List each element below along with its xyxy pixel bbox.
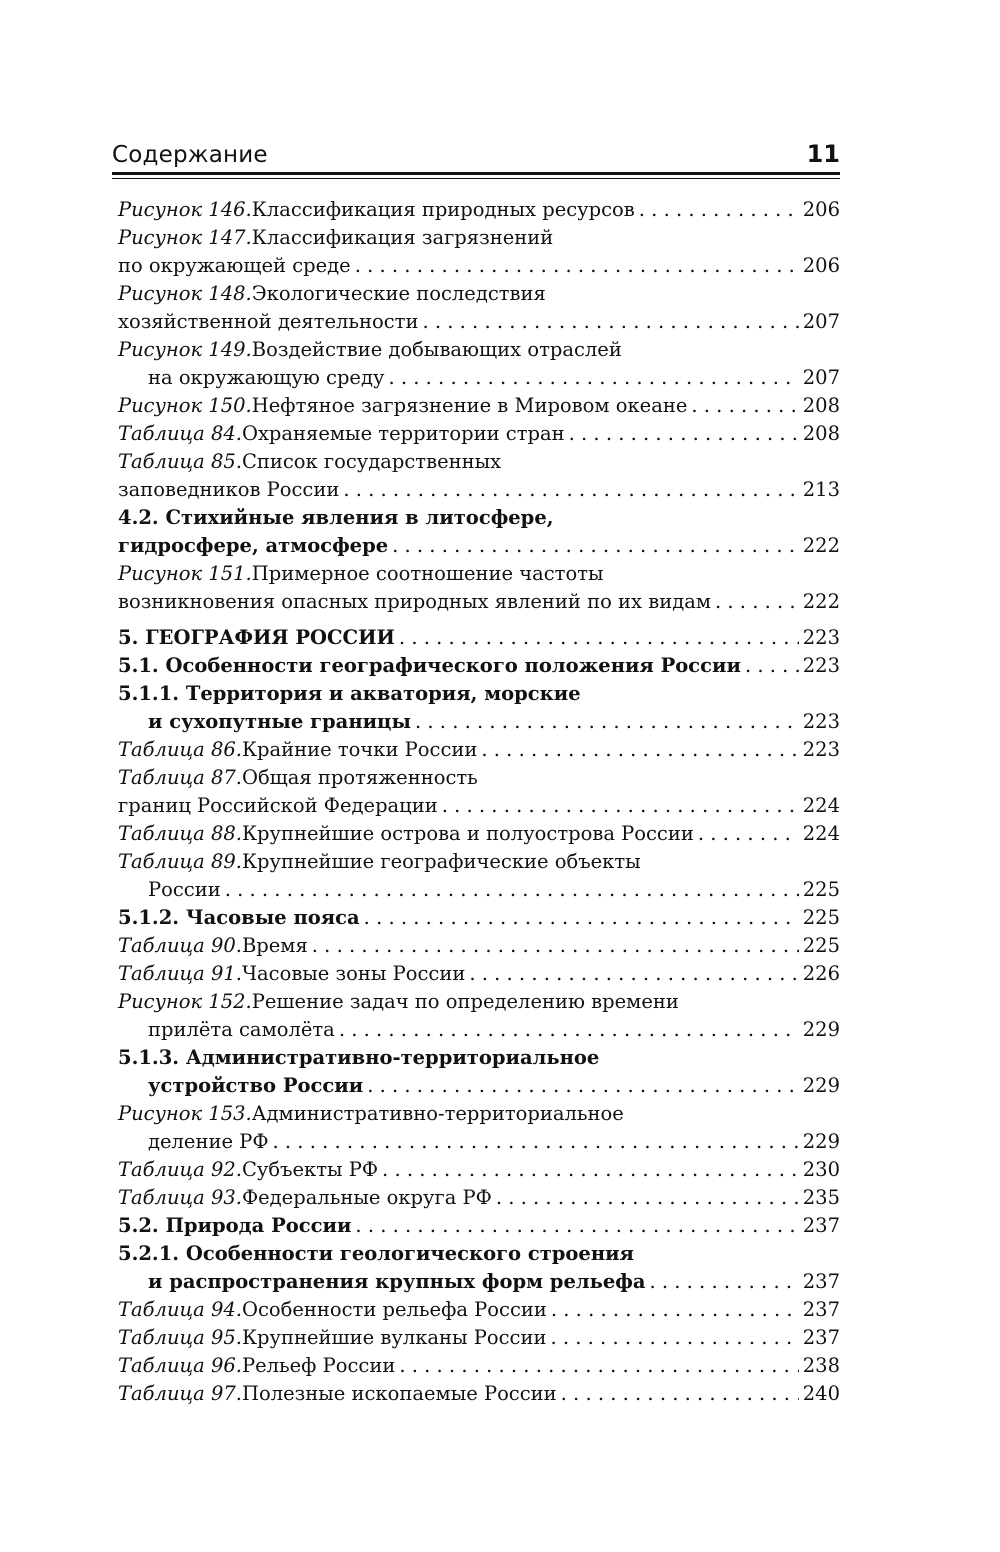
toc-entry[interactable]: Рисунок 153. Административно-территориальное [118,1102,624,1125]
toc-entry[interactable]: Таблица 93. Федеральные округа РФ . . . 235 [118,1184,840,1212]
toc-section-heading-continuation[interactable]: гидросфере, атмосфере . . . 222 [118,532,840,560]
toc-entry[interactable]: Рисунок 149. Воздействие добывающих отраслей [118,338,622,361]
header-rule-thin [112,178,840,179]
toc-entry[interactable]: Таблица 96. Рельеф России . . . 238 [118,1352,840,1380]
toc-section-heading[interactable]: 5.1. Особенности географического положения России . . . 223 [118,652,840,680]
toc-entry-continuation[interactable]: заповедников России . . . 213 [118,476,840,504]
running-header [112,134,840,168]
toc-entry-continuation[interactable]: России . . . 225 [118,876,840,904]
toc-entry-continuation[interactable]: по окружающей среде . . . 206 [118,252,840,280]
table-of-contents [118,196,840,1408]
page-number: 11 [806,140,840,168]
toc-entry-continuation[interactable]: на окружающую среду . . . 207 [118,364,840,392]
toc-entry[interactable]: Таблица 89. Крупнейшие географические объекты [118,850,641,873]
toc-subsection-heading[interactable]: 5.2.1. Особенности геологического строения [118,1242,634,1265]
toc-entry[interactable]: Таблица 97. Полезные ископаемые России . . . 240 [118,1380,840,1408]
toc-entry[interactable]: Таблица 88. Крупнейшие острова и полуострова России . . . 224 [118,820,840,848]
toc-entry-continuation[interactable]: прилёта самолёта . . . 229 [118,1016,840,1044]
toc-entry[interactable]: Таблица 90. Время . . . 225 [118,932,840,960]
toc-section-heading[interactable]: 4.2. Стихийные явления в литосфере, [118,506,554,529]
toc-entry[interactable]: Таблица 91. Часовые зоны России . . . 226 [118,960,840,988]
toc-subsection-heading-continuation[interactable]: и распространения крупных форм рельефа . . . 237 [118,1268,840,1296]
toc-entry-continuation[interactable]: деление РФ . . . 229 [118,1128,840,1156]
toc-subsection-heading-continuation[interactable]: и сухопутные границы . . . 223 [118,708,840,736]
toc-section-heading[interactable]: 5.2. Природа России . . . 237 [118,1212,840,1240]
toc-entry[interactable]: Таблица 86. Крайние точки России . . . 223 [118,736,840,764]
toc-entry[interactable]: Рисунок 146. Классификация природных ресурсов . . . 206 [118,196,840,224]
toc-entry-continuation[interactable]: возникновения опасных природных явлений по их видам . . . 222 [118,588,840,616]
toc-entry[interactable]: Таблица 92. Субъекты РФ . . . 230 [118,1156,840,1184]
toc-subsection-heading-continuation[interactable]: устройство России . . . 229 [118,1072,840,1100]
toc-entry[interactable]: Рисунок 151. Примерное соотношение частоты [118,562,604,585]
running-header-title: Содержание [112,142,268,168]
toc-entry[interactable]: Таблица 87. Общая протяженность [118,766,478,789]
toc-entry[interactable]: Таблица 85. Список государственных [118,450,502,473]
toc-subsection-heading[interactable]: 5.1.2. Часовые пояса . . . 225 [118,904,840,932]
toc-entry[interactable]: Рисунок 152. Решение задач по определению времени [118,990,679,1013]
toc-entry[interactable]: Таблица 94. Особенности рельефа России . . . 237 [118,1296,840,1324]
toc-entry-continuation[interactable]: хозяйственной деятельности . . . 207 [118,308,840,336]
toc-subsection-heading[interactable]: 5.1.1. Территория и акватория, морские [118,682,581,705]
toc-subsection-heading[interactable]: 5.1.3. Административно-территориальное [118,1046,600,1069]
toc-chapter-heading[interactable]: 5. ГЕОГРАФИЯ РОССИИ . . . 223 [118,624,840,652]
toc-entry[interactable]: Рисунок 148. Экологические последствия [118,282,546,305]
toc-entry[interactable]: Рисунок 150. Нефтяное загрязнение в Мировом океане . . . 208 [118,392,840,420]
toc-entry[interactable]: Таблица 84. Охраняемые территории стран . . . 208 [118,420,840,448]
toc-entry[interactable]: Рисунок 147. Классификация загрязнений [118,226,554,249]
toc-entry-continuation[interactable]: границ Российской Федерации . . . 224 [118,792,840,820]
toc-entry[interactable]: Таблица 95. Крупнейшие вулканы России . . . 237 [118,1324,840,1352]
header-rule-thick [112,172,840,175]
